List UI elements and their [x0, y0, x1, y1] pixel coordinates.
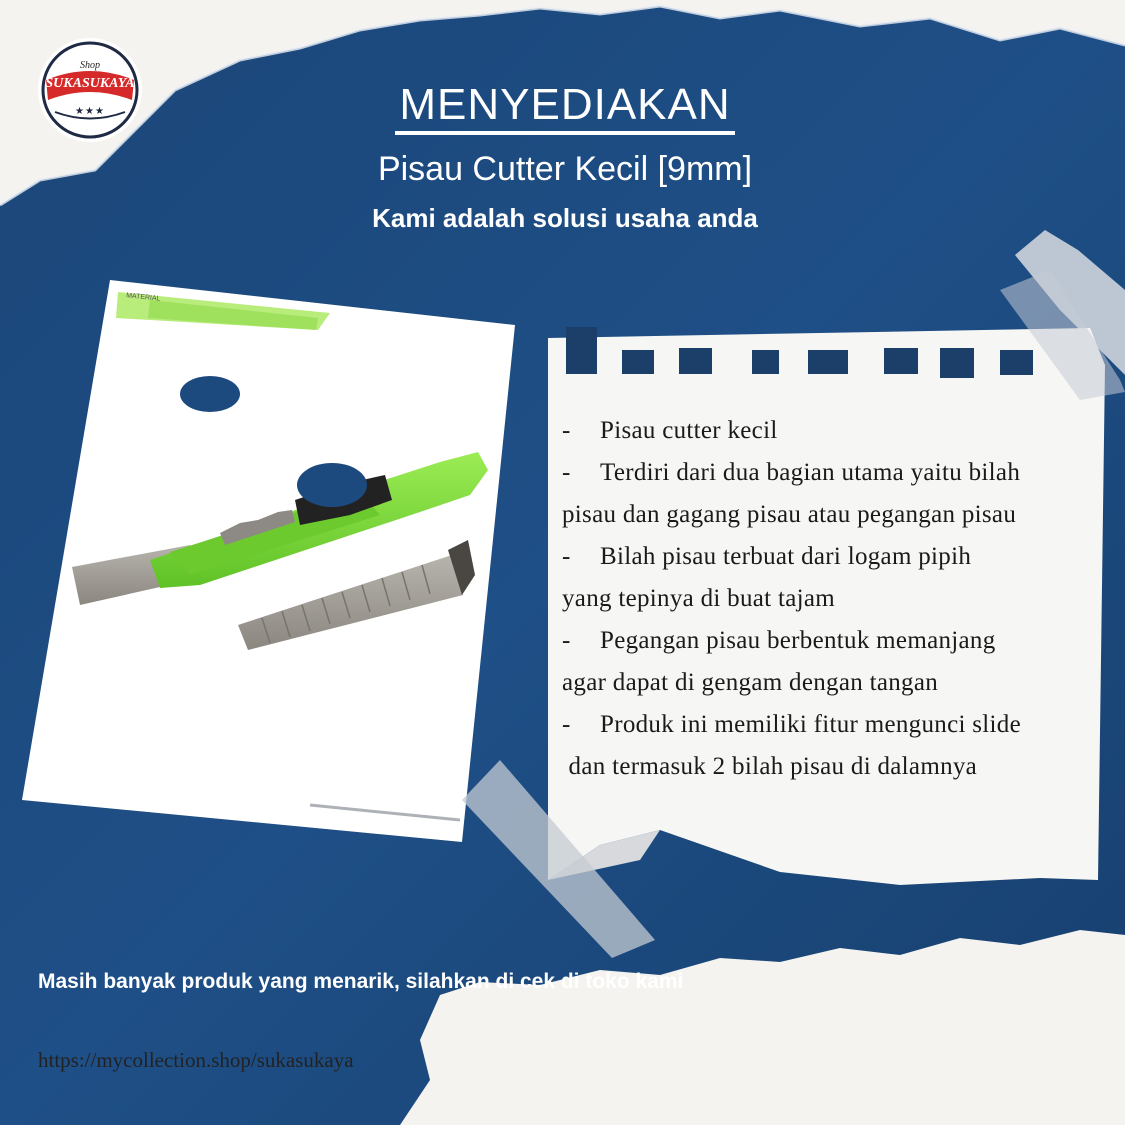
logo-stars: ★★★ — [75, 106, 105, 117]
description-list — [562, 410, 1082, 788]
description-line: yang tepinya di buat tajam — [562, 585, 835, 612]
description-line: - Pisau cutter kecil — [562, 417, 778, 444]
logo-brand-text: SUKASUKAYA — [45, 76, 135, 91]
product-name: Pisau Cutter Kecil [9mm] — [377, 150, 753, 188]
shop-url-link[interactable]: https://mycollection.shop/sukasukaya — [38, 1048, 354, 1072]
description-line: - Terdiri dari dua bagian utama yaitu bilah — [562, 459, 1021, 486]
description-line: - Produk ini memiliki fitur mengunci slide — [562, 711, 1021, 738]
description-line: dan termasuk 2 bilah pisau di dalamnya — [562, 753, 978, 780]
description-line: - Pegangan pisau berbentuk memanjang — [562, 627, 996, 654]
shop-logo — [34, 40, 146, 140]
promo-text: Masih banyak produk yang menarik, silahkan di cek di toko kami — [38, 970, 684, 993]
description-line: pisau dan gagang pisau atau pegangan pisau — [562, 501, 1017, 528]
description-line: agar dapat di gengam dengan tangan — [562, 669, 939, 696]
headline-title: MENYEDIAKAN — [330, 80, 800, 130]
description-line: - Bilah pisau terbuat dari logam pipih — [562, 543, 972, 570]
tagline: Kami adalah solusi usaha anda — [372, 203, 758, 233]
logo-shop-label: Shop — [80, 60, 100, 71]
photo-package-label: MATERIAL — [125, 292, 161, 303]
